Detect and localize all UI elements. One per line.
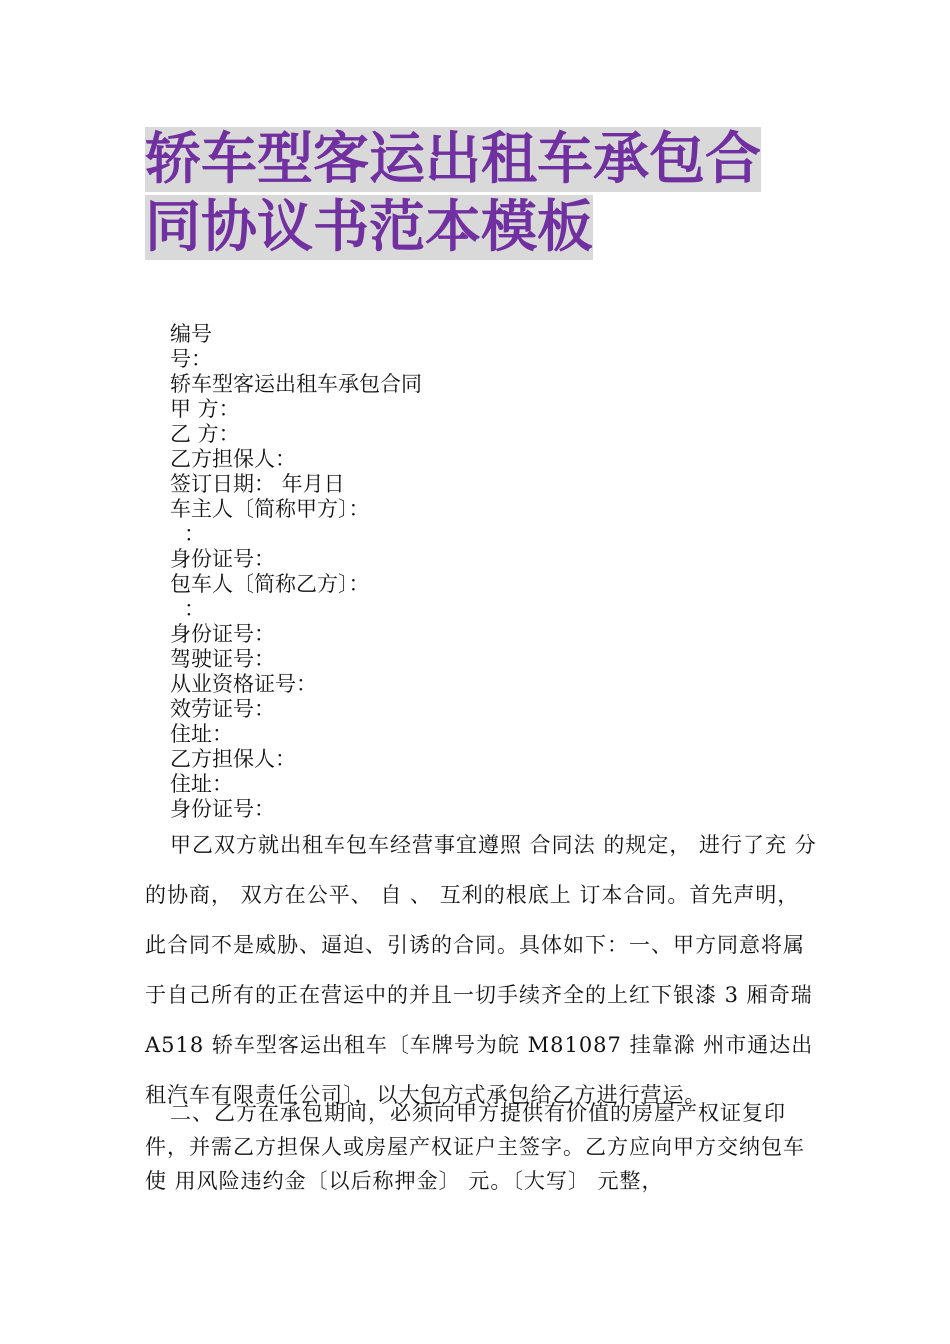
field-owner-blank: ： bbox=[184, 522, 205, 546]
field-guarantor-address: 住址： bbox=[170, 772, 233, 796]
paragraph-preamble: 甲乙双方就出租车包车经营事宜遵照 合同法 的规定， 进行了充 分的协商， 双方在公平、 自 、 互利的根底上 订本合同。首先声明， 此合同不是威胁、逼迫、引诱的合同。具体如下：一、甲方同意将属于自己所有的正在营运中的并且一切手续齐全的上红下银漆 3 厢奇瑞 A518 轿车型客运出租车〔车牌号为皖 M81087 挂靠滁 州市通达出租汽车有限责任公司〕，以大包方式承包给乙方进行营运。 bbox=[145, 833, 817, 1107]
field-driver-license: 驾驶证号： bbox=[170, 647, 275, 671]
field-owner: 车主人〔简称甲方〕： bbox=[170, 497, 370, 521]
field-number-label: 编号 bbox=[170, 322, 212, 346]
field-renter-id: 身份证号： bbox=[170, 622, 275, 646]
field-contract-name: 轿车型客运出租车承包合同 bbox=[170, 372, 422, 396]
field-service-cert: 效劳证号： bbox=[170, 697, 275, 721]
field-guarantor: 乙方担保人： bbox=[170, 747, 296, 771]
document-title bbox=[145, 126, 810, 262]
field-party-b: 乙 方： bbox=[170, 422, 240, 446]
field-sign-date: 签订日期： 年月日 bbox=[170, 472, 345, 496]
field-party-a: 甲 方： bbox=[170, 397, 240, 421]
field-renter-blank: ： bbox=[184, 597, 205, 621]
field-renter: 包车人〔简称乙方〕： bbox=[170, 572, 370, 596]
field-address: 住址： bbox=[170, 722, 233, 746]
paragraph-clause-two: 二、乙方在承包期间，必须向甲方提供有价值的房屋产权证复印件，并需乙方担保人或房屋产权证户主签字。乙方应向甲方交纳包车使 用风险违约金〔以后称押金〕 元。〔大写〕 元整， bbox=[145, 1101, 805, 1193]
contract-header-fields bbox=[170, 322, 810, 822]
field-guarantor-id: 身份证号： bbox=[170, 797, 275, 821]
document-title-text: 轿车型客运出租车承包合同协议书范本模板 bbox=[145, 127, 761, 260]
field-owner-id: 身份证号： bbox=[170, 547, 275, 571]
field-qualification: 从业资格证号： bbox=[170, 672, 317, 696]
field-party-b-guarantor: 乙方担保人： bbox=[170, 447, 296, 471]
field-number: 号： bbox=[170, 347, 212, 371]
